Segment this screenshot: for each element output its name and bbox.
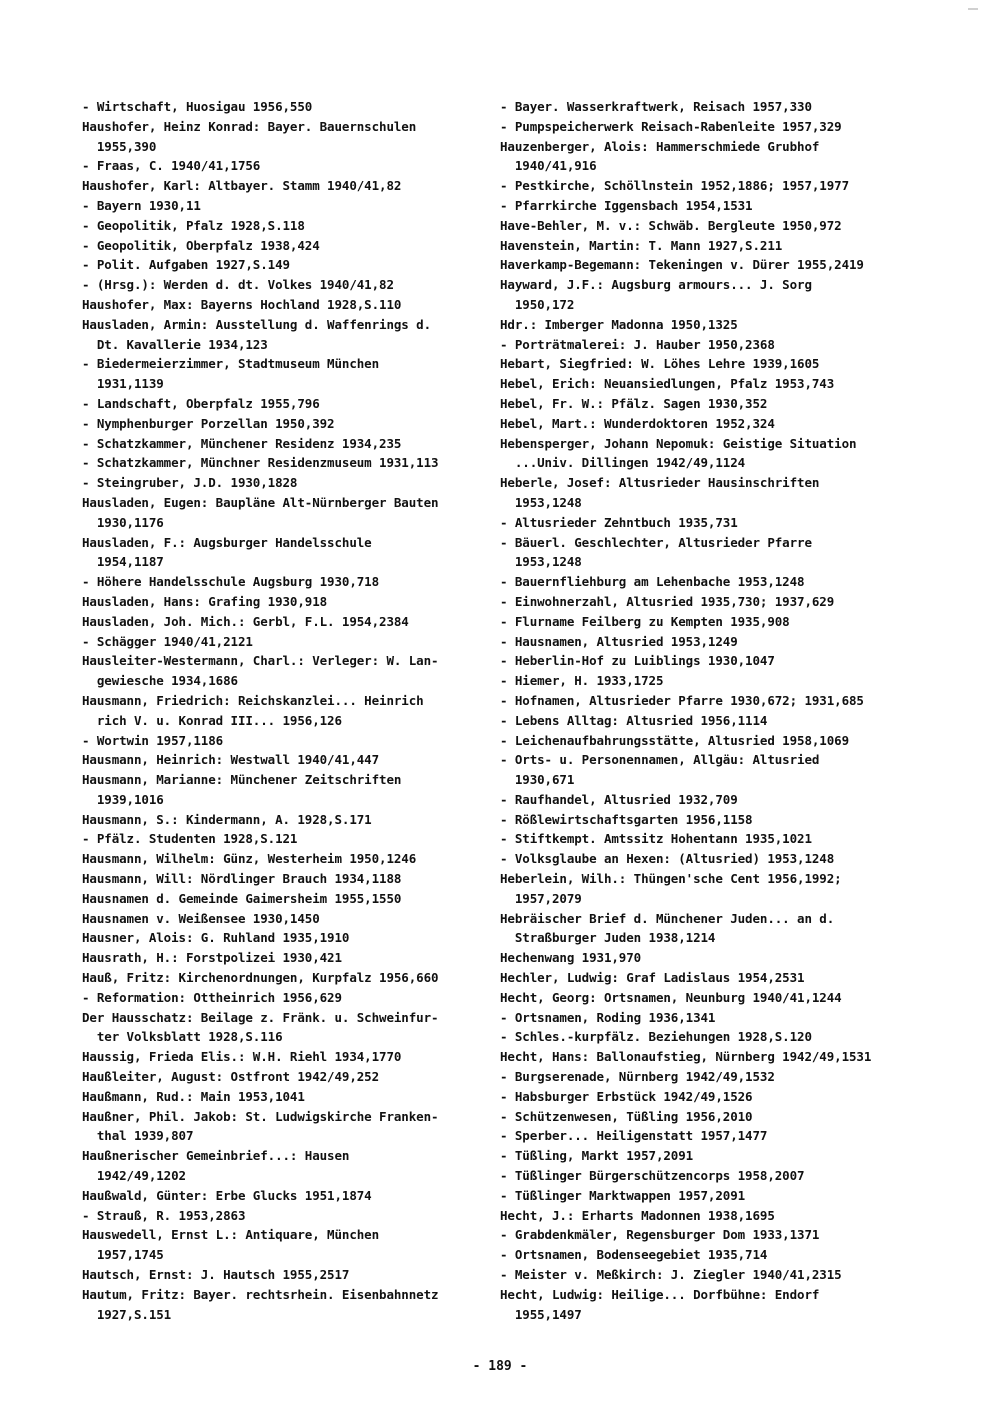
index-entry-line: Hausladen, Hans: Grafing 1930,918 (82, 593, 328, 609)
index-entry-line: - Habsburger Erbstück 1942/49,1526 (500, 1088, 753, 1104)
index-entry-line: - Hausnamen, Altusried 1953,1249 (500, 633, 738, 649)
index-entry-line: - Landschaft, Oberpfalz 1955,796 (82, 395, 320, 411)
index-entry-line: - Stiftkempt. Amtssitz Hohentann 1935,1021 (500, 831, 812, 847)
index-entry-line: Hecht, Georg: Ortsnamen, Neunburg 1940/41,1244 (500, 989, 842, 1005)
index-entry-line: Hausmann, Will: Nördlinger Brauch 1934,1188 (82, 871, 402, 887)
index-entry-line: - Hiemer, H. 1933,1725 (500, 673, 664, 689)
index-entry-line: Hayward, J.F.: Augsburg armours... J. Sorg (500, 277, 812, 293)
index-entry-line: Hausner, Alois: G. Ruhland 1935,1910 (82, 930, 350, 946)
index-entry-line: Straßburger Juden 1938,1214 (500, 930, 716, 946)
index-entry-line: Hebensperger, Johann Nepomuk: Geistige Situation (500, 435, 857, 451)
index-entry-line: - Pfarrkirche Iggensbach 1954,1531 (500, 197, 753, 213)
index-entry-line: Hebel, Mart.: Wunderdoktoren 1952,324 (500, 415, 775, 431)
index-entry-line: - Reformation: Ottheinrich 1956,629 (82, 989, 342, 1005)
index-entry-line: Haußwald, Günter: Erbe Glucks 1951,1874 (82, 1187, 372, 1203)
index-entry-line: Hebel, Erich: Neuansiedlungen, Pfalz 1953,743 (500, 376, 835, 392)
index-entry-line: Have-Behler, M. v.: Schwäb. Bergleute 1950,972 (500, 217, 842, 233)
index-entry-line: - Raufhandel, Altusried 1932,709 (500, 791, 738, 807)
index-entry-line: Hausmann, Wilhelm: Günz, Westerheim 1950,1246 (82, 851, 417, 867)
index-entry-line: 1953,1248 (500, 554, 582, 570)
index-entry-line: Havenstein, Martin: T. Mann 1927,S.211 (500, 237, 783, 253)
index-entry-line: - Polit. Aufgaben 1927,S.149 (82, 257, 290, 273)
index-entry-line: Hebart, Siegfried: W. Löhes Lehre 1939,1605 (500, 356, 820, 372)
index-entry-line: - Altusrieder Zehntbuch 1935,731 (500, 514, 738, 530)
index-entry-line: - (Hrsg.): Werden d. dt. Volkes 1940/41,82 (82, 277, 394, 293)
index-entry-line: - Hofnamen, Altusrieder Pfarre 1930,672; 1931,685 (500, 692, 864, 708)
index-entry-line: Hausmann, Heinrich: Westwall 1940/41,447 (82, 752, 380, 768)
index-entry-line: - Schatzkammer, Münchner Residenzmuseum 1931,113 (82, 455, 439, 471)
index-entry-line: Hdr.: Imberger Madonna 1950,1325 (500, 316, 738, 332)
index-entry-line: - Schützenwesen, Tüßling 1956,2010 (500, 1108, 753, 1124)
index-entry-line: rich V. u. Konrad III... 1956,126 (82, 712, 342, 728)
index-entry-line: - Burgserenade, Nürnberg 1942/49,1532 (500, 1069, 775, 1085)
index-entry-line: - Einwohnerzahl, Altusried 1935,730; 1937,629 (500, 593, 835, 609)
index-entry-line: 1939,1016 (82, 791, 164, 807)
index-entry-line: Haussig, Frieda Elis.: W.H. Riehl 1934,1770 (82, 1049, 402, 1065)
page-number: - 189 - (472, 1359, 528, 1374)
index-entry-line: - Bauernfliehburg am Lehenbache 1953,1248 (500, 574, 805, 590)
index-entry-line: Hausmann, S.: Kindermann, A. 1928,S.171 (82, 811, 372, 827)
index-entry-line: - Flurname Feilberg zu Kempten 1935,908 (500, 613, 790, 629)
index-column-left (82, 97, 494, 1324)
index-entry-line: - Geopolitik, Pfalz 1928,S.118 (82, 217, 305, 233)
index-entry-line: Haushofer, Max: Bayerns Hochland 1928,S.110 (82, 296, 402, 312)
index-entry-line: 1930,1176 (82, 514, 164, 530)
index-entry-line: Dt. Kavallerie 1934,123 (82, 336, 268, 352)
index-entry-line: - Bäuerl. Geschlechter, Altusrieder Pfarre (500, 534, 812, 550)
index-entry-line: - Strauß, R. 1953,2863 (82, 1207, 246, 1223)
index-entry-line: Hausmann, Marianne: Münchener Zeitschriften (82, 772, 402, 788)
index-entry-line: 1955,1497 (500, 1306, 582, 1322)
index-entry-line: Heberle, Josef: Altusrieder Hausinschriften (500, 475, 820, 491)
index-entry-line: - Nymphenburger Porzellan 1950,392 (82, 415, 335, 431)
index-entry-line: - Bayern 1930,11 (82, 197, 201, 213)
index-entry-line: Hauswedell, Ernst L.: Antiquare, München (82, 1227, 380, 1243)
index-entry-line: Hechler, Ludwig: Graf Ladislaus 1954,2531 (500, 970, 805, 986)
index-entry-line: Hauß, Fritz: Kirchenordnungen, Kurpfalz 1956,660 (82, 970, 439, 986)
index-entry-line: - Wortwin 1957,1186 (82, 732, 224, 748)
index-entry-line: - Sperber... Heiligenstatt 1957,1477 (500, 1128, 768, 1144)
index-entry-line: - Leichenaufbahrungsstätte, Altusried 1958,1069 (500, 732, 850, 748)
index-entry-line: thal 1939,807 (82, 1128, 194, 1144)
index-entry-line: 1950,172 (500, 296, 575, 312)
index-entry-line: Der Hausschatz: Beilage z. Fränk. u. Schweinfur- (82, 1009, 439, 1025)
index-entry-line: - Porträtmalerei: J. Hauber 1950,2368 (500, 336, 775, 352)
index-entry-line: ...Univ. Dillingen 1942/49,1124 (500, 455, 746, 471)
index-entry-line: 1927,S.151 (82, 1306, 172, 1322)
index-entry-line: Hecht, J.: Erharts Madonnen 1938,1695 (500, 1207, 775, 1223)
index-entry-line: Hebel, Fr. W.: Pfälz. Sagen 1930,352 (500, 395, 768, 411)
index-entry-line: Hausmann, Friedrich: Reichskanzlei... Heinrich (82, 692, 424, 708)
index-entry-line: Haverkamp-Begemann: Tekeningen v. Dürer 1955,2419 (500, 257, 864, 273)
index-entry-line: - Pumpspeicherwerk Reisach-Rabenleite 1957,329 (500, 118, 842, 134)
index-entry-line: 1957,1745 (82, 1247, 164, 1263)
index-entry-line: Heberlein, Wilh.: Thüngen'sche Cent 1956,1992; (500, 871, 842, 887)
index-entry-line: Hechenwang 1931,970 (500, 950, 642, 966)
index-entry-line: - Heberlin-Hof zu Luiblings 1930,1047 (500, 653, 775, 669)
index-entry-line: Hausladen, Joh. Mich.: Gerbl, F.L. 1954,2384 (82, 613, 409, 629)
index-entry-line: Hecht, Hans: Ballonaufstieg, Nürnberg 1942/49,1531 (500, 1049, 872, 1065)
index-entry-line: - Bayer. Wasserkraftwerk, Reisach 1957,330 (500, 99, 812, 114)
index-entry-line: - Wirtschaft, Huosigau 1956,550 (82, 99, 313, 114)
index-entry-line: Haußnerischer Gemeinbrief...: Hausen (82, 1148, 350, 1164)
index-entry-line: - Volksglaube an Hexen: (Altusried) 1953,1248 (500, 851, 835, 867)
index-entry-line: - Tüßlinger Marktwappen 1957,2091 (500, 1187, 746, 1203)
index-entry-line: - Pestkirche, Schöllnstein 1952,1886; 1957,1977 (500, 178, 850, 194)
index-entry-line: Hebräischer Brief d. Münchener Juden... an d. (500, 910, 835, 926)
index-column-right (500, 97, 912, 1324)
index-entry-line: ter Volksblatt 1928,S.116 (82, 1029, 283, 1045)
index-entry-line: - Orts- u. Personennamen, Allgäu: Altusried (500, 752, 820, 768)
index-entry-line: - Fraas, C. 1940/41,1756 (82, 158, 261, 174)
index-entry-line: - Steingruber, J.D. 1930,1828 (82, 475, 298, 491)
index-entry-line: - Pfälz. Studenten 1928,S.121 (82, 831, 298, 847)
index-entry-line: 1942/49,1202 (82, 1168, 186, 1184)
index-entry-line: 1957,2079 (500, 890, 582, 906)
index-entry-line: - Grabdenkmäler, Regensburger Dom 1933,1371 (500, 1227, 820, 1243)
index-entry-line: - Rößlewirtschaftsgarten 1956,1158 (500, 811, 753, 827)
index-entry-line: 1930,671 (500, 772, 575, 788)
index-entry-line: 1931,1139 (82, 376, 164, 392)
index-entry-line: - Ortsnamen, Roding 1936,1341 (500, 1009, 716, 1025)
index-entry-line: - Tüßlinger Bürgerschützencorps 1958,2007 (500, 1168, 805, 1184)
index-entry-line: - Meister v. Meßkirch: J. Ziegler 1940/41,2315 (500, 1267, 842, 1283)
index-entry-line: - Tüßling, Markt 1957,2091 (500, 1148, 694, 1164)
index-entry-line: Haushofer, Heinz Konrad: Bayer. Bauernschulen (82, 118, 417, 134)
index-entry-line: Hausnamen d. Gemeinde Gaimersheim 1955,1550 (82, 890, 402, 906)
scan-mark (968, 8, 978, 10)
index-entry-line: Hausleiter-Westermann, Charl.: Verleger: W. Lan- (82, 653, 439, 669)
index-entry-line: 1954,1187 (82, 554, 164, 570)
index-entry-line: Hausrath, H.: Forstpolizei 1930,421 (82, 950, 342, 966)
index-entry-line: - Schatzkammer, Münchener Residenz 1934,235 (82, 435, 402, 451)
index-entry-line: Hecht, Ludwig: Heilige... Dorfbühne: Endorf (500, 1286, 820, 1302)
index-entry-line: 1955,390 (82, 138, 157, 154)
index-entry-line: - Schles.-kurpfälz. Beziehungen 1928,S.120 (500, 1029, 812, 1045)
index-entry-line: Hausnamen v. Weißensee 1930,1450 (82, 910, 320, 926)
index-entry-line: - Höhere Handelsschule Augsburg 1930,718 (82, 574, 380, 590)
index-entry-line: Hausladen, F.: Augsburger Handelsschule (82, 534, 372, 550)
index-entry-line: Hautsch, Ernst: J. Hautsch 1955,2517 (82, 1267, 350, 1283)
index-entry-line: 1953,1248 (500, 494, 582, 510)
index-entry-line: Hausladen, Eugen: Baupläne Alt-Nürnberger Bauten (82, 494, 439, 510)
index-entry-line: 1940/41,916 (500, 158, 597, 174)
index-entry-line: - Geopolitik, Oberpfalz 1938,424 (82, 237, 320, 253)
index-entry-line: Hausladen, Armin: Ausstellung d. Waffenrings d. (82, 316, 432, 332)
index-entry-line: - Schägger 1940/41,2121 (82, 633, 253, 649)
index-entry-line: gewiesche 1934,1686 (82, 673, 238, 689)
index-entry-line: Haußner, Phil. Jakob: St. Ludwigskirche Franken- (82, 1108, 439, 1124)
index-entry-line: Hauzenberger, Alois: Hammerschmiede Grubhof (500, 138, 820, 154)
index-entry-line: Hautum, Fritz: Bayer. rechtsrhein. Eisenbahnnetz (82, 1286, 439, 1302)
index-entry-line: - Ortsnamen, Bodenseegebiet 1935,714 (500, 1247, 768, 1263)
index-entry-line: - Lebens Alltag: Altusried 1956,1114 (500, 712, 768, 728)
index-entry-line: - Biedermeierzimmer, Stadtmuseum München (82, 356, 380, 372)
index-entry-line: Haußmann, Rud.: Main 1953,1041 (82, 1088, 305, 1104)
index-entry-line: Haushofer, Karl: Altbayer. Stamm 1940/41,82 (82, 178, 402, 194)
index-entry-line: Haußleiter, August: Ostfront 1942/49,252 (82, 1069, 380, 1085)
